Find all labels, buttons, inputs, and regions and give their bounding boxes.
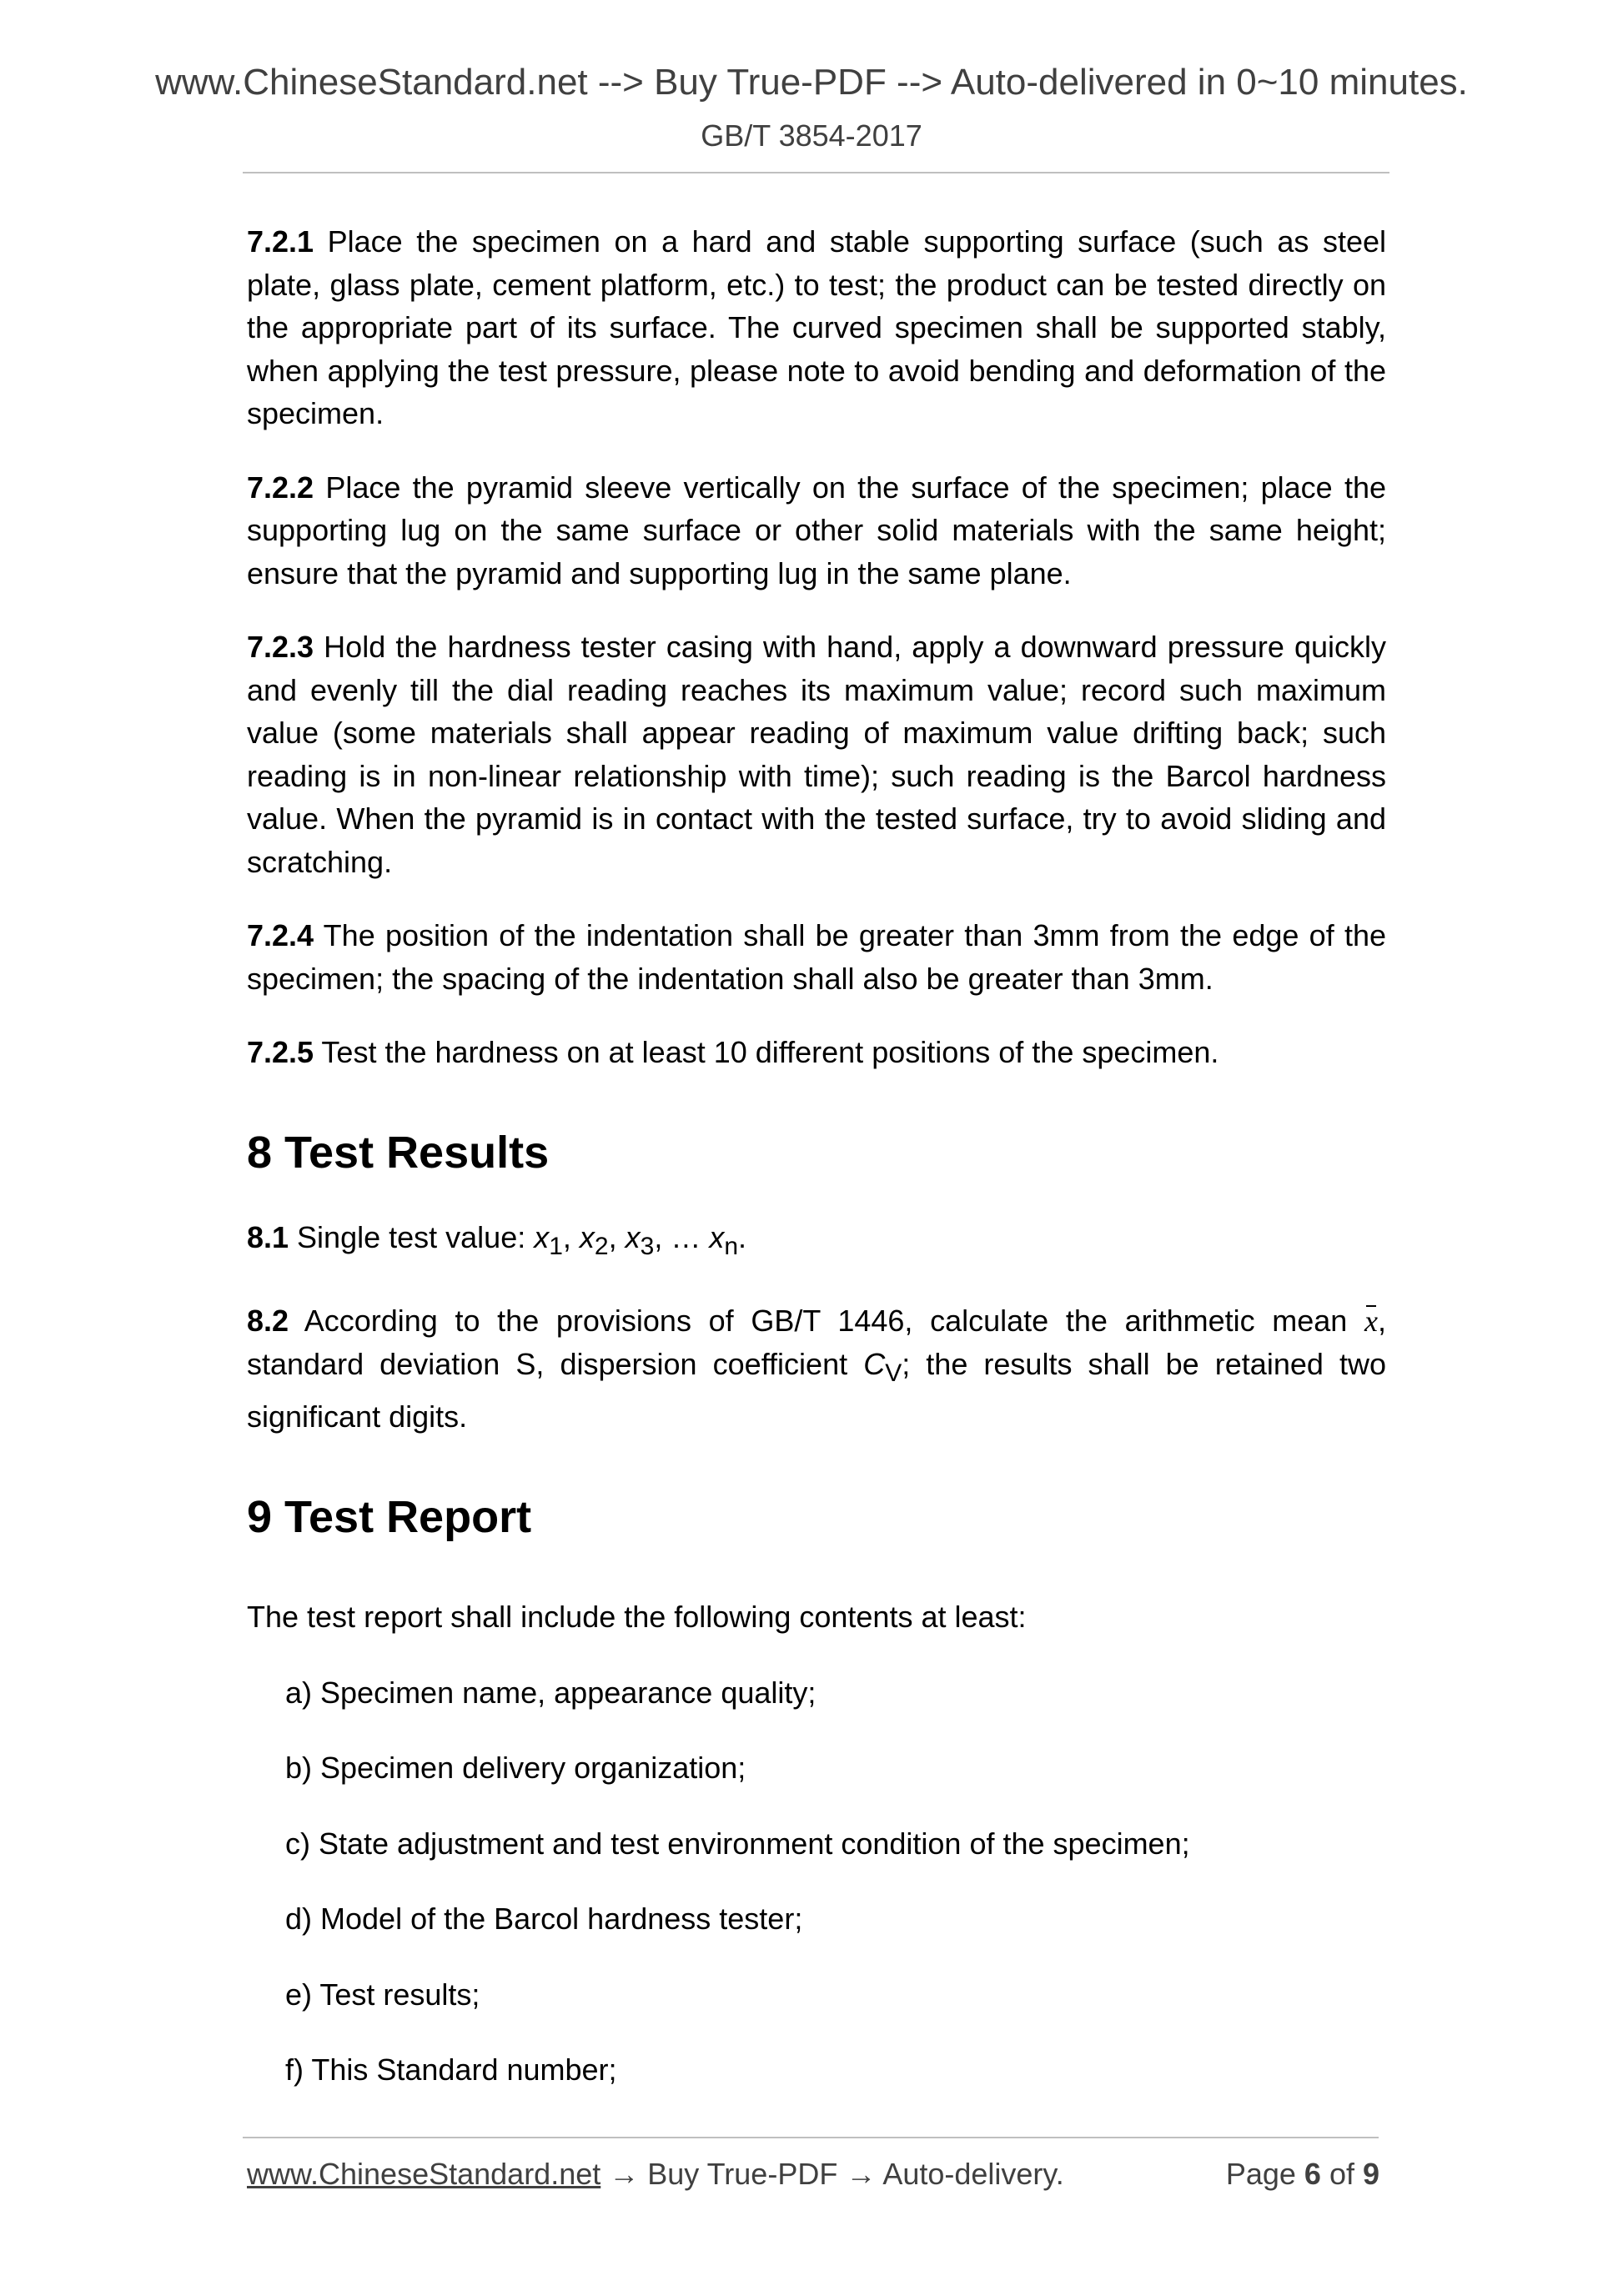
standard-number: GB/T 3854-2017 [701, 118, 922, 153]
clause-number: 8.1 [247, 1220, 289, 1255]
clause-text: Single test value: [289, 1220, 535, 1255]
separator: . [738, 1220, 747, 1255]
footer-text: → Buy True-PDF → Auto-delivery. [600, 2157, 1064, 2191]
clause-number: 7.2.1 [247, 224, 314, 259]
clause-number: 7.2.4 [247, 918, 314, 952]
clause-7-2-2 [247, 466, 1386, 595]
report-intro: The test report shall include the following contents at least: [247, 1600, 1027, 1635]
list-item: f) This Standard number; [285, 2052, 617, 2088]
footer-divider [243, 2137, 1379, 2138]
clause-8-2 [247, 1299, 1386, 1439]
variable-x: x [625, 1220, 641, 1255]
section-heading-test-report: 9 Test Report [247, 1491, 532, 1542]
separator: , [608, 1220, 626, 1255]
clause-text: Test the hardness on at least 10 different positions of the specimen. [314, 1035, 1219, 1069]
subscript: 1 [549, 1233, 563, 1261]
separator: , … [654, 1220, 710, 1255]
header-banner: www.ChineseStandard.net --> Buy True-PDF --> Auto-delivered in 0~10 minutes. [155, 62, 1468, 103]
clause-7-2-5 [247, 1031, 1386, 1074]
clause-7-2-4 [247, 914, 1386, 1000]
subscript: 3 [640, 1233, 655, 1261]
clause-number: 7.2.3 [247, 630, 314, 664]
header-divider [243, 172, 1389, 173]
section-heading-test-results: 8 Test Results [247, 1127, 550, 1178]
variable-x: x [579, 1220, 595, 1255]
page-indicator [1226, 2157, 1379, 2192]
list-item: e) Test results; [285, 1977, 480, 2012]
list-item: d) Model of the Barcol hardness tester; [285, 1902, 803, 1937]
page-label: Page [1225, 2157, 1304, 2191]
list-item: a) Specimen name, appearance quality; [285, 1675, 817, 1710]
page-number: 6 [1304, 2157, 1321, 2191]
clause-text: Place the pyramid sleeve vertically on the surface of the specimen; place the supporting lug on the same surface or other solid materials with the same height; ensure that the pyramid and supporting lug in the same plane. [247, 470, 1386, 590]
page-body [247, 220, 1386, 2092]
page-of-label: of [1320, 2157, 1363, 2191]
clause-text: The position of the indentation shall be greater than 3mm from the edge of the specimen; the spacing of the indentation shall also be greater than 3mm. [247, 918, 1386, 996]
mean-symbol: x [1364, 1300, 1378, 1344]
footer-website-link[interactable]: www.ChineseStandard.net [247, 2157, 601, 2191]
list-item: c) State adjustment and test environment condition of the specimen; [285, 1826, 1190, 1861]
cv-symbol: C [863, 1347, 886, 1382]
clause-text: Hold the hardness tester casing with hand, apply a downward pressure quickly and evenly till the dial reading reaches its maximum value; record such maximum value (some materials shall appear reading of maximum value drifting back; such reading is in non-linear relationship with time); such reading is the Barcol hardness value. When the pyramid is in contact with the tested surface, try to avoid sliding and scratching. [247, 630, 1386, 879]
clause-number: 7.2.2 [247, 470, 314, 505]
clause-text: Place the specimen on a hard and stable supporting surface (such as steel plate, glass plate, cement platform, etc.) to test; the product can be tested directly on the appropriate part of its surface. The curved specimen shall be supported stably, when applying the test pressure, please note to avoid bending and deformation of the specimen. [247, 224, 1386, 430]
subscript: V [885, 1359, 902, 1388]
clause-7-2-1 [247, 220, 1386, 435]
page-total: 9 [1362, 2157, 1379, 2191]
clause-text: According to the provisions of GB/T 1446, calculate the arithmetic mean [289, 1303, 1364, 1338]
page-footer [247, 2157, 1379, 2192]
clause-8-1 [247, 1216, 1386, 1269]
clause-number: 7.2.5 [247, 1035, 314, 1069]
list-item: b) Specimen delivery organization; [285, 1751, 746, 1786]
separator: , [562, 1220, 580, 1255]
clause-text: ; the results shall be retained two significant digits. [247, 1347, 1386, 1434]
variable-x: x [709, 1220, 725, 1255]
subscript: 2 [594, 1233, 609, 1261]
subscript: n [724, 1233, 739, 1261]
variable-x: x [534, 1220, 550, 1255]
clause-7-2-3 [247, 625, 1386, 883]
clause-number: 8.2 [247, 1303, 289, 1338]
clause-text: , standard deviation S, dispersion coefficient [247, 1303, 1386, 1382]
